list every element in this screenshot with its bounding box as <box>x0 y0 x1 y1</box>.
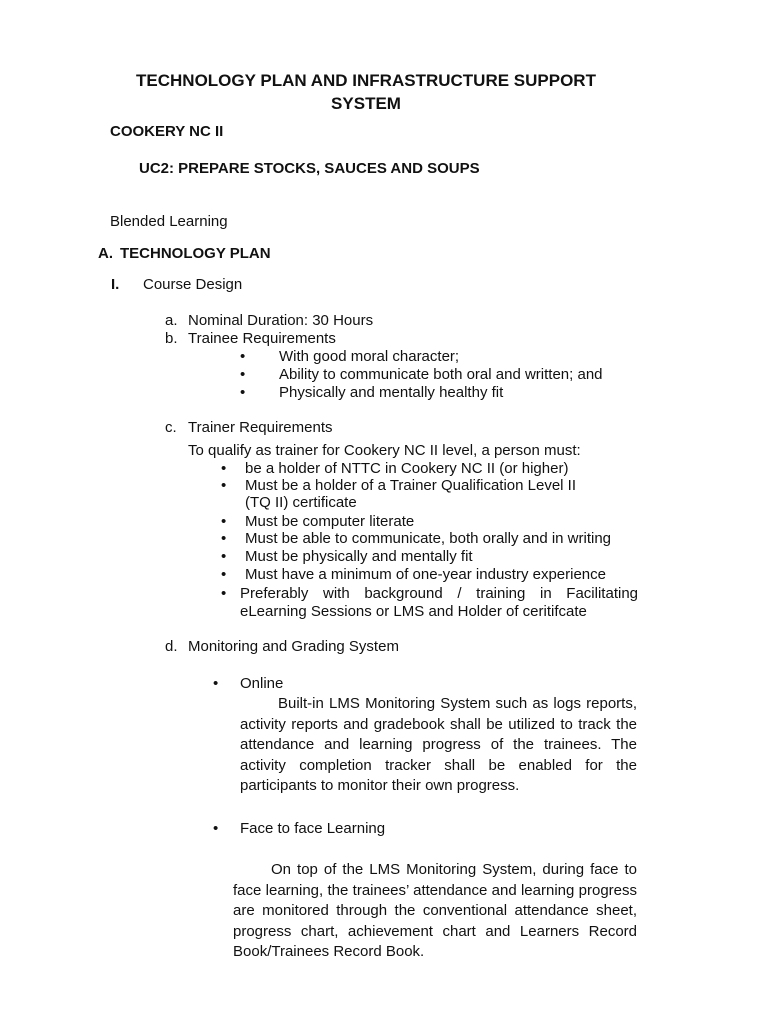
online-label: Online <box>240 675 284 692</box>
item-a-text: Nominal Duration: 30 Hours <box>188 312 374 329</box>
bullet-glyph: • <box>221 460 227 477</box>
trainer-req-item: Must have a minimum of one-year industry experience <box>245 566 606 583</box>
item-c-text: Trainer Requirements <box>188 419 333 436</box>
bullet-glyph: • <box>221 585 227 602</box>
course-title: COOKERY NC II <box>110 123 224 140</box>
f2f-body: On top of the LMS Monitoring System, during face to face learning, the trainees’ attendance and learning progress are monitored through the conventional attendance sheet, progress chart, achievement chart and Learners Record Book/Trainees Record Book. <box>233 861 637 960</box>
bullet-glyph: • <box>221 513 227 530</box>
trainer-req-item: Must be a holder of a Trainer Qualification Level II <box>245 477 577 494</box>
trainer-req-item: Preferably with background / training in Facilitating <box>240 585 638 602</box>
trainer-req-item-cont: (TQ II) certificate <box>245 494 357 511</box>
bullet-glyph: • <box>213 820 219 837</box>
trainee-req-item: With good moral character; <box>279 348 460 365</box>
bullet-glyph: • <box>221 477 227 494</box>
bullet-glyph: • <box>240 384 246 401</box>
bullet-glyph: • <box>221 566 227 583</box>
trainer-req-item: Must be able to communicate, both orally and in writing <box>245 530 612 547</box>
section-i-marker: I. <box>111 276 120 293</box>
item-d-text: Monitoring and Grading System <box>188 638 399 655</box>
trainer-req-item-cont: eLearning Sessions or LMS and Holder of ceritifcate <box>240 603 587 620</box>
trainee-req-item: Ability to communicate both oral and written; and <box>279 366 603 383</box>
item-c-marker: c. <box>165 419 177 436</box>
item-b-text: Trainee Requirements <box>188 330 336 347</box>
section-a-heading: TECHNOLOGY PLAN <box>120 245 271 262</box>
item-d-marker: d. <box>165 638 178 655</box>
bullet-glyph: • <box>213 675 219 692</box>
trainer-req-item: Must be physically and mentally fit <box>245 548 473 565</box>
item-a-marker: a. <box>165 312 178 329</box>
modality-label: Blended Learning <box>110 213 228 230</box>
trainer-intro: To qualify as trainer for Cookery NC II level, a person must: <box>188 442 581 459</box>
bullet-glyph: • <box>221 530 227 547</box>
doc-title-line1: TECHNOLOGY PLAN AND INFRASTRUCTURE SUPPORT <box>136 71 596 90</box>
section-i-heading: Course Design <box>143 276 243 293</box>
online-body: Built-in LMS Monitoring System such as logs reports, activity reports and gradebook shall be utilized to track the attendance and learning progress of the trainees. The activity completion tracker shall be enabled for the participants to monitor their own progress. <box>240 695 637 794</box>
f2f-label: Face to face Learning <box>240 820 386 837</box>
trainer-req-item: Must be computer literate <box>245 513 415 530</box>
bullet-glyph: • <box>240 348 246 365</box>
doc-title-line2: SYSTEM <box>331 94 401 113</box>
trainer-req-item: be a holder of NTTC in Cookery NC II (or higher) <box>245 460 569 477</box>
bullet-glyph: • <box>240 366 246 383</box>
trainee-req-item: Physically and mentally healthy fit <box>279 384 504 401</box>
item-b-marker: b. <box>165 330 178 347</box>
bullet-glyph: • <box>221 548 227 565</box>
unit-title: UC2: PREPARE STOCKS, SAUCES AND SOUPS <box>139 160 480 177</box>
section-a-marker: A. <box>98 245 113 262</box>
